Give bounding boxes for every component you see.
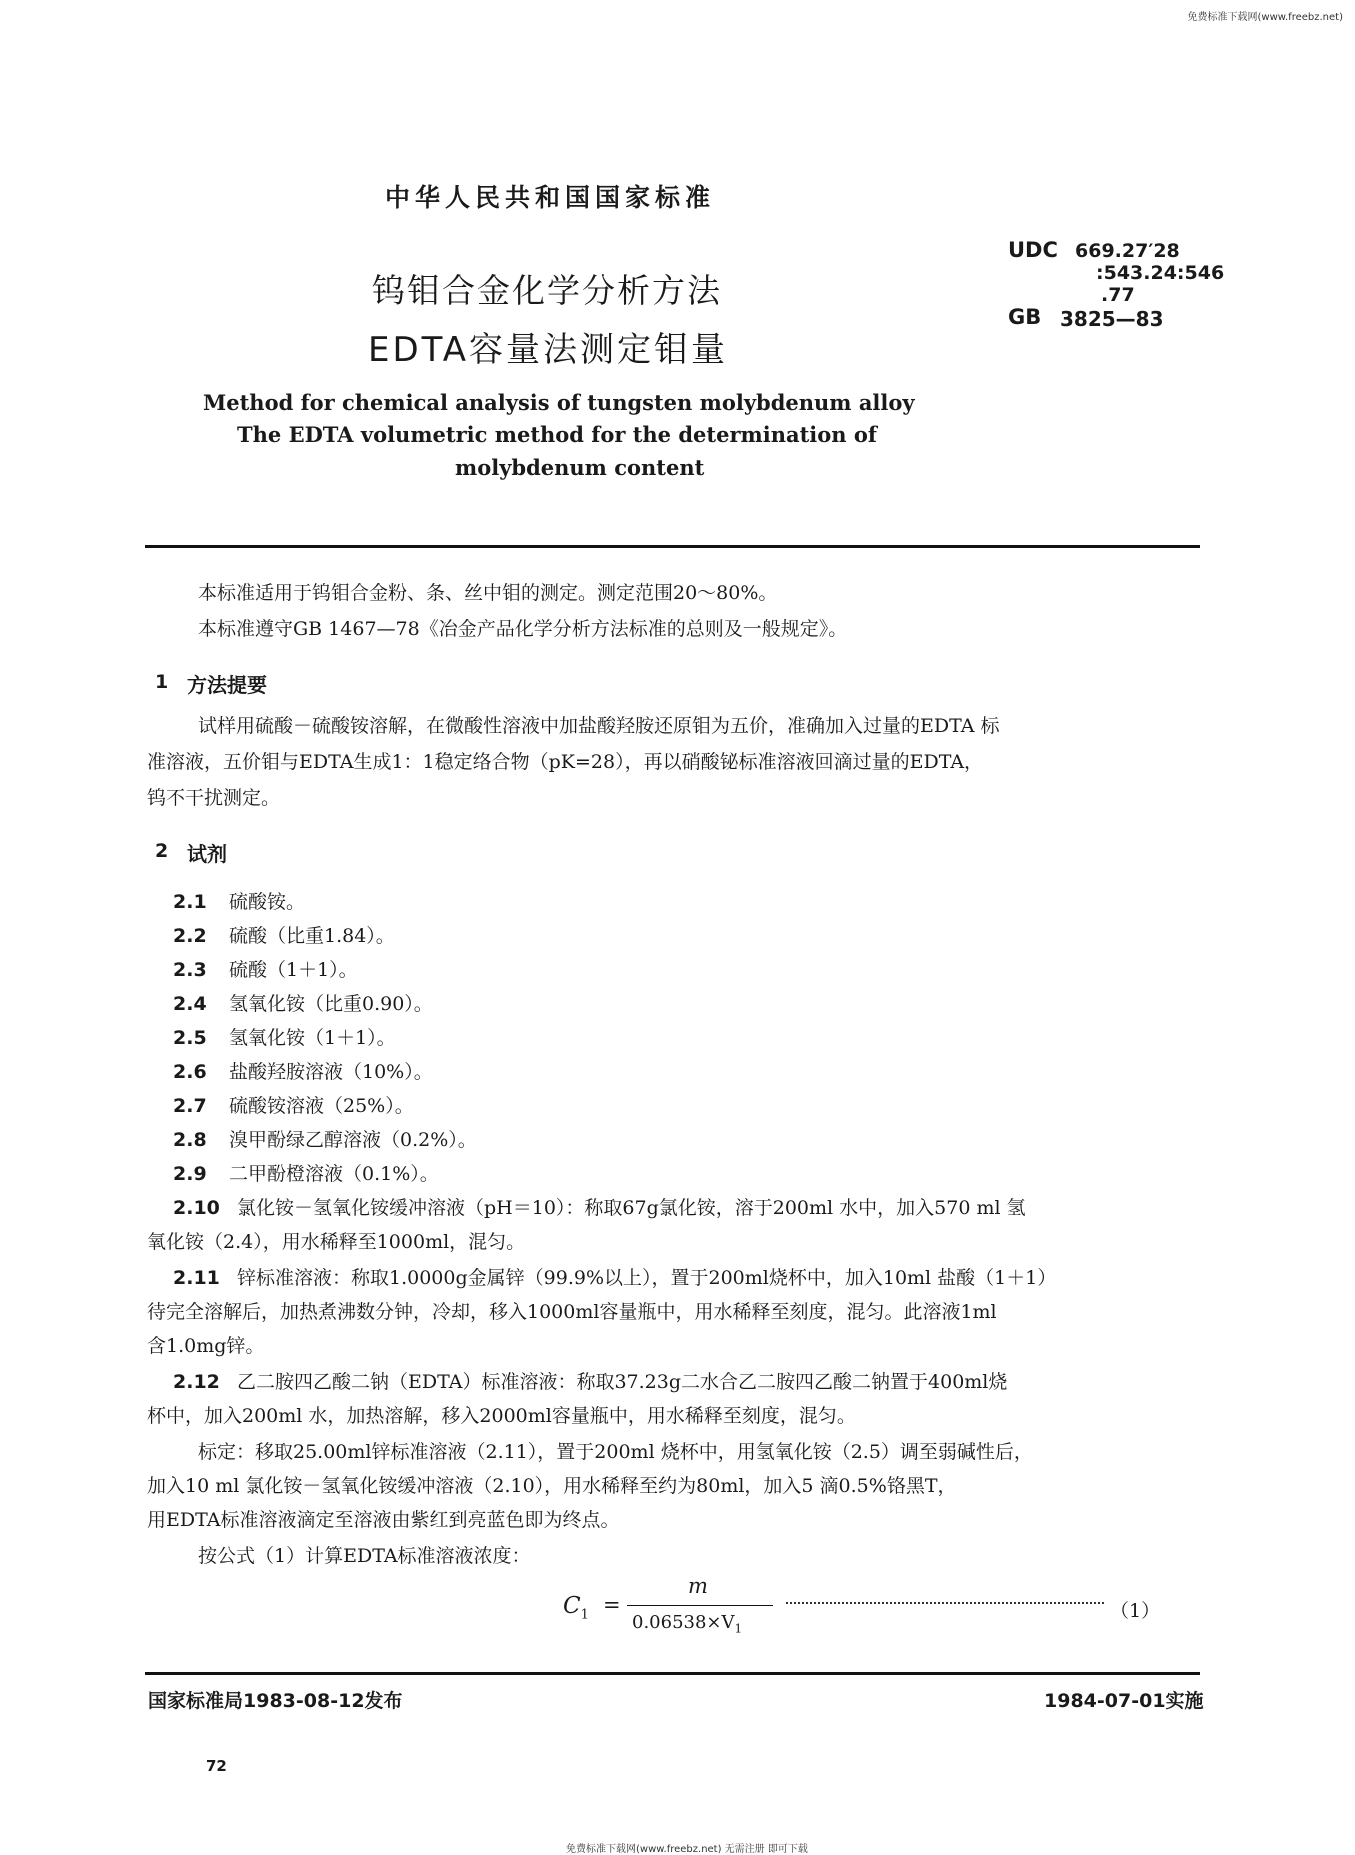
effective-date: 1984-07-01实施 — [1044, 1690, 1204, 1712]
footer-rule — [145, 1672, 1200, 1675]
reagent-2-12-line2: 杯中，加入200ml 水，加热溶解，移入2000ml容量瓶中，用水稀释至刻度，混匀。 — [147, 1405, 856, 1427]
intro-compliance: 本标准遵守GB 1467—78《冶金产品化学分析方法标准的总则及一般规定》。 — [198, 618, 848, 640]
formula-equals: = — [603, 1593, 621, 1617]
reagent-2-11-line3: 含1.0mg锌。 — [147, 1335, 265, 1357]
gb-label: GB — [1008, 305, 1042, 329]
reagent-item: 2.6 盐酸羟胺溶液（10%）。 — [173, 1061, 433, 1083]
intro-scope: 本标准适用于钨钼合金粉、条、丝中钼的测定。测定范围20～80%。 — [198, 582, 778, 604]
reagent-2-10-line1: 2.10 氯化铵－氢氧化铵缓冲溶液（pH＝10）：称取67g氯化铵，溶于200ml 水中，加入570 ml 氢 — [173, 1197, 1026, 1219]
section1-para-line2: 准溶液，五价钼与EDTA生成1：1稳定络合物（pK=28），再以硝酸铋标准溶液回滴过量的EDTA， — [147, 751, 984, 773]
reagent-item: 2.7 硫酸铵溶液（25%）。 — [173, 1095, 414, 1117]
udc-label: UDC — [1008, 238, 1058, 262]
section1-title: 方法提要 — [187, 673, 267, 697]
watermark-bottom: 免费标准下载网(www.freebz.net) 无需注册 即可下载 — [566, 1844, 808, 1855]
title-en-line1: Method for chemical analysis of tungsten molybdenum alloy — [203, 390, 915, 415]
formula-denominator: $0.06538\times V_1$ — [632, 1612, 743, 1636]
calibration-line3: 用EDTA标准溶液滴定至溶液由紫红到亮蓝色即为终点。 — [147, 1509, 620, 1531]
page-number: 72 — [206, 1757, 227, 1775]
calibration-line2: 加入10 ml 氯化铵－氢氧化铵缓冲溶液（2.10），用水稀释至约为80ml，加入5 滴0.5%铬黑T， — [147, 1475, 957, 1497]
reagent-2-10-line2: 氧化铵（2.4），用水稀释至1000ml，混匀。 — [147, 1231, 526, 1253]
gb-number: 3825—83 — [1060, 307, 1164, 331]
reagent-item: 2.8 溴甲酚绿乙醇溶液（0.2%）。 — [173, 1129, 477, 1151]
section1-para-line3: 钨不干扰测定。 — [147, 787, 281, 809]
udc-number-line3: .77 — [1101, 284, 1135, 306]
reagent-item: 2.2 硫酸（比重1.84）。 — [173, 925, 395, 947]
reagent-item: 2.1 硫酸铵。 — [173, 891, 306, 913]
reagent-item: 2.3 硫酸（1＋1）。 — [173, 959, 358, 981]
section2-number: 2 — [155, 840, 169, 862]
section1-para-line1: 试样用硫酸－硫酸铵溶解，在微酸性溶液中加盐酸羟胺还原钼为五价，准确加入过量的EDTA 标 — [198, 715, 1000, 737]
title-cn-line1: 钨钼合金化学分析方法 — [372, 271, 722, 310]
calibration-line4: 按公式（1）计算EDTA标准溶液浓度： — [198, 1545, 531, 1567]
title-en-line3: molybdenum content — [455, 455, 705, 480]
reagent-2-12-line1: 2.12 乙二胺四乙酸二钠（EDTA）标准溶液：称取37.23g二水合乙二胺四乙酸二钠置于400ml烧 — [173, 1371, 1008, 1393]
header-rule — [145, 545, 1200, 548]
reagent-item: 2.4 氢氧化铵（比重0.90）。 — [173, 993, 433, 1015]
udc-number-line1: 669.27′28 — [1075, 240, 1180, 262]
section2-title: 试剂 — [187, 842, 227, 866]
calibration-line1: 标定：移取25.00ml锌标准溶液（2.11），置于200ml 烧杯中，用氢氧化铵（2.5）调至弱碱性后， — [198, 1441, 1033, 1463]
reagent-2-11-line2: 待完全溶解后，加热煮沸数分钟，冷却，移入1000ml容量瓶中，用水稀释至刻度，混匀。此溶液1ml — [147, 1301, 997, 1323]
issue-date: 国家标准局1983-08-12发布 — [148, 1690, 403, 1712]
reagent-item: 2.5 氢氧化铵（1＋1）。 — [173, 1027, 396, 1049]
watermark-top: 免费标准下载网(www.freebz.net) — [1187, 12, 1343, 23]
title-en-line2: The EDTA volumetric method for the determination of — [237, 422, 877, 447]
national-standard-heading: 中华人民共和国国家标准 — [385, 183, 716, 212]
title-cn-line2: EDTA容量法测定钼量 — [368, 330, 729, 370]
formula-label: （1） — [1110, 1600, 1161, 1622]
formula-lhs: $C_1$ — [563, 1593, 589, 1623]
formula-leader-dots — [786, 1602, 1104, 1604]
formula-numerator: m — [688, 1574, 708, 1598]
reagent-item: 2.9 二甲酚橙溶液（0.1%）。 — [173, 1163, 439, 1185]
section1-number: 1 — [155, 671, 169, 693]
formula-fraction-bar — [627, 1605, 773, 1606]
reagent-2-11-line1: 2.11 锌标准溶液：称取1.0000g金属锌（99.9%以上），置于200ml烧杯中，加入10ml 盐酸（1＋1） — [173, 1267, 1057, 1289]
udc-number-line2: :543.24:546 — [1096, 262, 1225, 284]
